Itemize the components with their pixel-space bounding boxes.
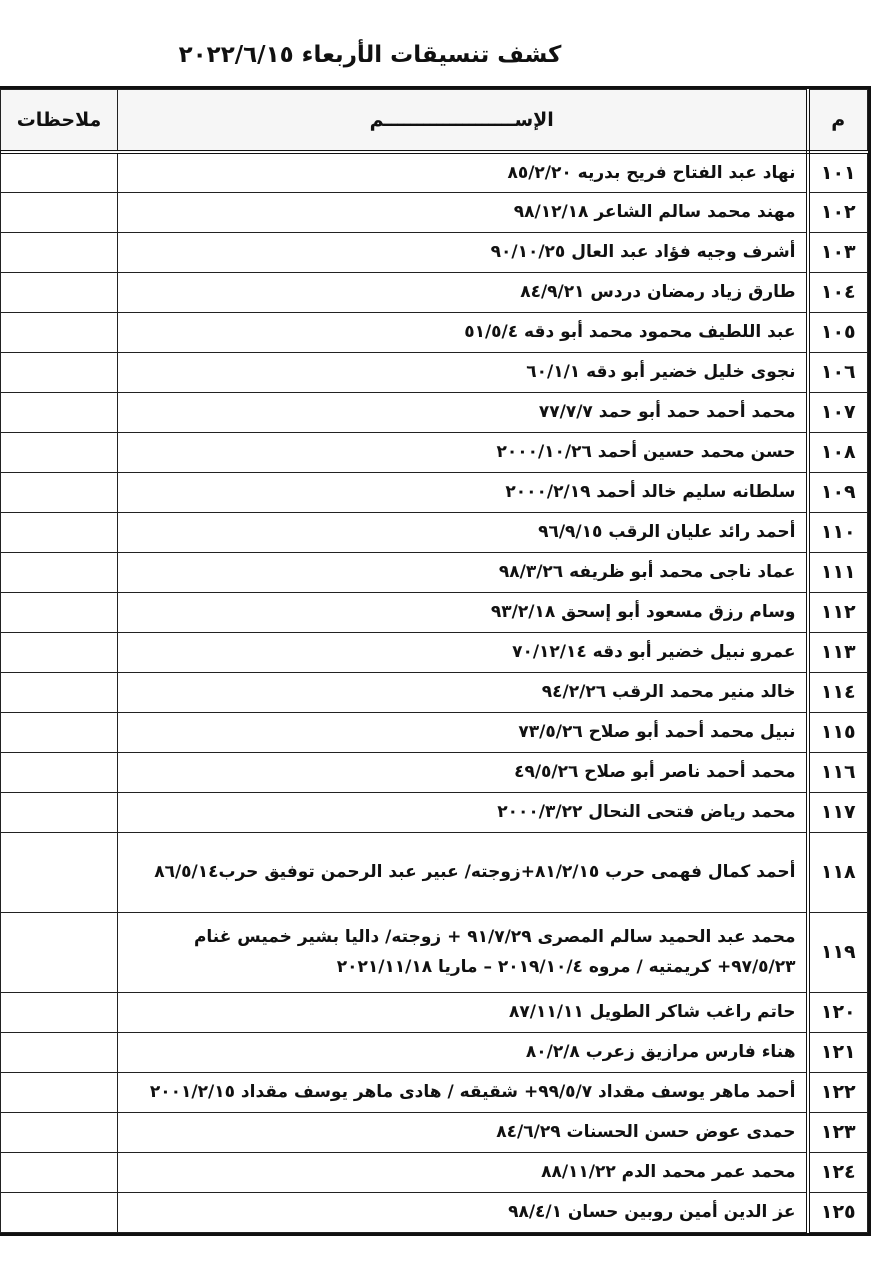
table-row bbox=[1, 512, 868, 552]
row-notes bbox=[1, 1032, 118, 1072]
row-name: وسام رزق مسعود أبو إسحق ٩٣/٢/١٨ bbox=[118, 592, 808, 632]
row-name: خالد منير محمد الرقب ٩٤/٢/٢٦ bbox=[118, 672, 808, 712]
roster-table bbox=[0, 89, 868, 1233]
row-notes bbox=[1, 312, 118, 352]
table-row bbox=[1, 752, 868, 792]
row-notes bbox=[1, 992, 118, 1032]
row-notes bbox=[1, 432, 118, 472]
row-number: ١٢٢ bbox=[808, 1072, 868, 1112]
table-row bbox=[1, 352, 868, 392]
row-notes bbox=[1, 232, 118, 272]
row-name: حسن محمد حسين أحمد ٢٠٠٠/١٠/٢٦ bbox=[118, 432, 808, 472]
row-notes bbox=[1, 912, 118, 992]
table-row bbox=[1, 192, 868, 232]
row-number: ١١١ bbox=[808, 552, 868, 592]
row-notes bbox=[1, 752, 118, 792]
row-notes bbox=[1, 592, 118, 632]
table-body bbox=[1, 152, 868, 1232]
header-number: م bbox=[808, 90, 868, 153]
row-notes bbox=[1, 352, 118, 392]
table-row bbox=[1, 592, 868, 632]
table-row bbox=[1, 632, 868, 672]
table-row bbox=[1, 232, 868, 272]
row-name: نهاد عبد الفتاح فريح بدريه ٨٥/٢/٢٠ bbox=[118, 152, 808, 192]
table-row bbox=[1, 272, 868, 312]
row-number: ١٢١ bbox=[808, 1032, 868, 1072]
row-name: هناء فارس مرازيق زعرب ٨٠/٢/٨ bbox=[118, 1032, 808, 1072]
row-number: ١١٤ bbox=[808, 672, 868, 712]
table-row bbox=[1, 1072, 868, 1112]
table-row bbox=[1, 1192, 868, 1232]
row-name: عماد ناجى محمد أبو ظريفه ٩٨/٣/٢٦ bbox=[118, 552, 808, 592]
table-header-row bbox=[1, 90, 868, 153]
table-row bbox=[1, 472, 868, 512]
row-notes bbox=[1, 512, 118, 552]
row-name: عز الدين أمين روبين حسان ٩٨/٤/١ bbox=[118, 1192, 808, 1232]
table-row bbox=[1, 1032, 868, 1072]
row-number: ١٢٤ bbox=[808, 1152, 868, 1192]
row-number: ١٠٤ bbox=[808, 272, 868, 312]
table-row bbox=[1, 712, 868, 752]
row-number: ١٢٠ bbox=[808, 992, 868, 1032]
row-notes bbox=[1, 1072, 118, 1112]
row-name: حمدى عوض حسن الحسنات ٨٤/٦/٢٩ bbox=[118, 1112, 808, 1152]
row-number: ١٢٣ bbox=[808, 1112, 868, 1152]
row-notes bbox=[1, 712, 118, 752]
row-number: ١٠٩ bbox=[808, 472, 868, 512]
row-name: حاتم راغب شاكر الطويل ٨٧/١١/١١ bbox=[118, 992, 808, 1032]
row-notes bbox=[1, 792, 118, 832]
row-notes bbox=[1, 152, 118, 192]
row-name: عبد اللطيف محمود محمد أبو دقه ٥١/٥/٤ bbox=[118, 312, 808, 352]
row-notes bbox=[1, 1112, 118, 1152]
table-row bbox=[1, 992, 868, 1032]
table-row bbox=[1, 312, 868, 352]
row-number: ١١٠ bbox=[808, 512, 868, 552]
row-number: ١٠١ bbox=[808, 152, 868, 192]
row-name: سلطانه سليم خالد أحمد ٢٠٠٠/٢/١٩ bbox=[118, 472, 808, 512]
row-number: ١٠٢ bbox=[808, 192, 868, 232]
table-row bbox=[1, 792, 868, 832]
row-number: ١٠٦ bbox=[808, 352, 868, 392]
row-number: ١٠٧ bbox=[808, 392, 868, 432]
row-number: ١٢٥ bbox=[808, 1192, 868, 1232]
row-number: ١١٩ bbox=[808, 912, 868, 992]
row-notes bbox=[1, 472, 118, 512]
table-row bbox=[1, 392, 868, 432]
row-notes bbox=[1, 552, 118, 592]
table-row bbox=[1, 1152, 868, 1192]
row-name: محمد عبد الحميد سالم المصرى ٩١/٧/٢٩ + زوجته/ داليا بشير خميس غنام ٩٧/٥/٢٣+ كريمتيه / مروه ٢٠١٩/١٠/٤ – ماريا ٢٠٢١/١١/١٨ bbox=[118, 912, 808, 992]
row-notes bbox=[1, 1192, 118, 1232]
row-number: ١١٢ bbox=[808, 592, 868, 632]
row-number: ١١٣ bbox=[808, 632, 868, 672]
row-number: ١١٦ bbox=[808, 752, 868, 792]
row-notes bbox=[1, 272, 118, 312]
row-name: أحمد ماهر يوسف مقداد ٩٩/٥/٧+ شقيقه / هادى ماهر يوسف مقداد ٢٠٠١/٢/١٥ bbox=[118, 1072, 808, 1112]
row-name: عمرو نبيل خضير أبو دقه ٧٠/١٢/١٤ bbox=[118, 632, 808, 672]
row-name: محمد أحمد حمد أبو حمد ٧٧/٧/٧ bbox=[118, 392, 808, 432]
row-number: ١١٨ bbox=[808, 832, 868, 912]
row-notes bbox=[1, 672, 118, 712]
header-notes: ملاحظات bbox=[1, 90, 118, 153]
row-name: محمد عمر محمد الدم ٨٨/١١/٢٢ bbox=[118, 1152, 808, 1192]
row-notes bbox=[1, 192, 118, 232]
header-name: الإســــــــــــــــــــم bbox=[118, 90, 808, 153]
row-name: أحمد كمال فهمى حرب ٨١/٢/١٥+زوجته/ عبير عبد الرحمن توفيق حرب٨٦/٥/١٤ bbox=[118, 832, 808, 912]
table-row bbox=[1, 672, 868, 712]
row-name: أشرف وجيه فؤاد عبد العال ٩٠/١٠/٢٥ bbox=[118, 232, 808, 272]
row-name: محمد رياض فتحى النحال ٢٠٠٠/٣/٢٢ bbox=[118, 792, 808, 832]
table-row bbox=[1, 552, 868, 592]
row-number: ١٠٣ bbox=[808, 232, 868, 272]
roster-table-frame bbox=[0, 86, 871, 1236]
row-number: ١٠٥ bbox=[808, 312, 868, 352]
table-row bbox=[1, 152, 868, 192]
table-row bbox=[1, 432, 868, 472]
row-name: أحمد رائد عليان الرقب ٩٦/٩/١٥ bbox=[118, 512, 808, 552]
row-notes bbox=[1, 392, 118, 432]
row-number: ١١٥ bbox=[808, 712, 868, 752]
row-number: ١٠٨ bbox=[808, 432, 868, 472]
row-name: نجوى خليل خضير أبو دقه ٦٠/١/١ bbox=[118, 352, 808, 392]
page-title: كشف تنسيقات الأربعاء ٢٠٢٢/٦/١٥ bbox=[178, 42, 562, 68]
table-row bbox=[1, 832, 868, 912]
row-notes bbox=[1, 1152, 118, 1192]
row-name: مهند محمد سالم الشاعر ٩٨/١٢/١٨ bbox=[118, 192, 808, 232]
row-name: نبيل محمد أحمد أبو صلاح ٧٣/٥/٢٦ bbox=[118, 712, 808, 752]
row-name: طارق زياد رمضان دردس ٨٤/٩/٢١ bbox=[118, 272, 808, 312]
table-row bbox=[1, 1112, 868, 1152]
row-name: محمد أحمد ناصر أبو صلاح ٤٩/٥/٢٦ bbox=[118, 752, 808, 792]
row-notes bbox=[1, 832, 118, 912]
table-row bbox=[1, 912, 868, 992]
row-notes bbox=[1, 632, 118, 672]
row-number: ١١٧ bbox=[808, 792, 868, 832]
